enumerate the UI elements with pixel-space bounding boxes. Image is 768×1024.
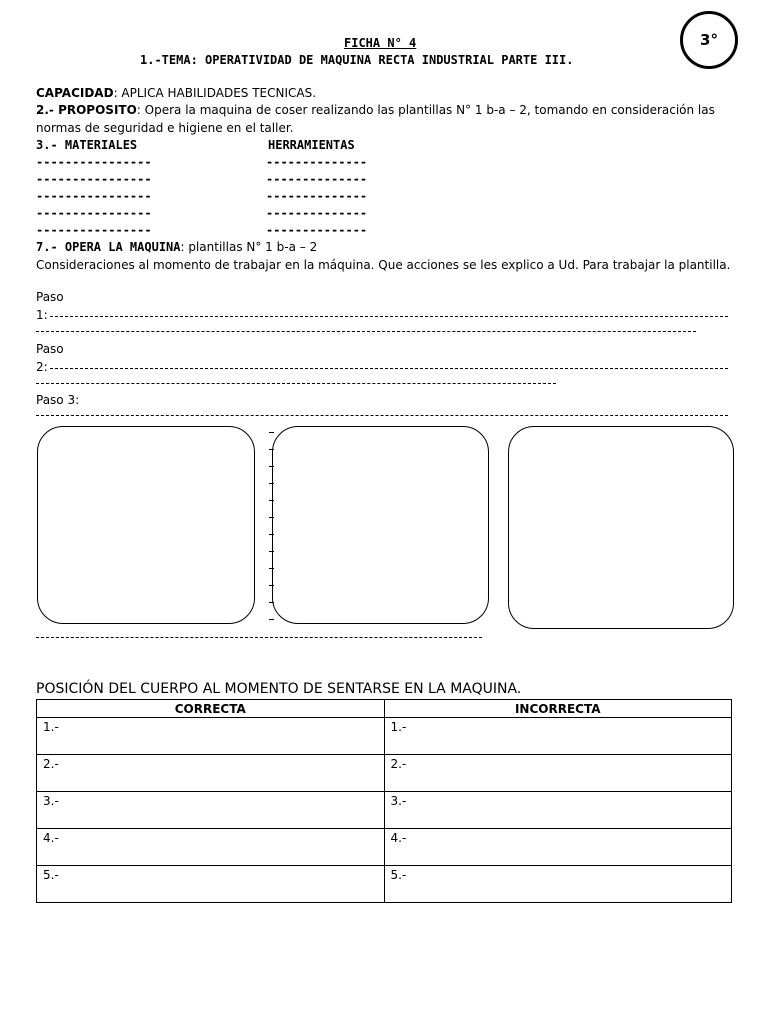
- dash-mark: [269, 551, 274, 552]
- paso1-answer-line[interactable]: [50, 316, 728, 317]
- paso2-label: Paso: [36, 342, 64, 356]
- tema-title: 1.-TEMA: OPERATIVIDAD DE MAQUINA RECTA INDUSTRIAL PARTE III.: [140, 53, 574, 67]
- drawing-box-3[interactable]: [508, 426, 734, 629]
- herramientas-label: HERRAMIENTAS: [268, 138, 355, 152]
- dash-mark: [269, 449, 274, 450]
- proposito-label: 2.- PROPOSITO: [36, 103, 137, 117]
- paso1-answer-line-2[interactable]: [36, 331, 696, 332]
- paso1-label: Paso: [36, 290, 64, 304]
- drawing-box-1[interactable]: [37, 426, 255, 624]
- dash-mark: [269, 619, 274, 620]
- capacidad-text: : APLICA HABILIDADES TECNICAS.: [113, 86, 317, 100]
- herramientas-blank[interactable]: --------------: [266, 189, 368, 203]
- paso1-number: 1:: [36, 308, 48, 322]
- dash-mark: [269, 500, 274, 501]
- col-incorrecta: INCORRECTA: [384, 700, 732, 718]
- dash-mark: [269, 432, 274, 433]
- incorrecta-cell[interactable]: 2.-: [384, 755, 732, 792]
- dash-mark: [269, 602, 274, 603]
- grade-circle: [680, 11, 738, 69]
- herramientas-blank[interactable]: --------------: [266, 155, 368, 169]
- incorrecta-cell[interactable]: 5.-: [384, 866, 732, 903]
- table-row: [37, 866, 732, 903]
- opera-label: 7.- OPERA LA MAQUINA: [36, 240, 181, 254]
- herramientas-blank[interactable]: --------------: [266, 206, 368, 220]
- drawing-box-2[interactable]: [272, 426, 489, 624]
- materiales-blank[interactable]: ----------------: [36, 155, 152, 169]
- grade-label: 3°: [700, 31, 718, 49]
- proposito-line: [36, 103, 715, 117]
- table-row: [37, 755, 732, 792]
- capacidad-line: [36, 86, 316, 100]
- paso3-answer-line[interactable]: [36, 415, 728, 416]
- materiales-blank[interactable]: ----------------: [36, 223, 152, 237]
- dash-mark: [269, 585, 274, 586]
- incorrecta-cell[interactable]: 3.-: [384, 792, 732, 829]
- correcta-cell[interactable]: 1.-: [37, 718, 385, 755]
- dash-mark: [269, 466, 274, 467]
- posicion-title: POSICIÓN DEL CUERPO AL MOMENTO DE SENTARSE EN LA MAQUINA.: [36, 681, 522, 697]
- paso2-answer-line-2[interactable]: [36, 383, 556, 384]
- correcta-cell[interactable]: 2.-: [37, 755, 385, 792]
- incorrecta-cell[interactable]: 4.-: [384, 829, 732, 866]
- dash-mark: [269, 534, 274, 535]
- materiales-label: 3.- MATERIALES: [36, 138, 138, 152]
- materiales-blank[interactable]: ----------------: [36, 189, 152, 203]
- opera-line: [36, 240, 317, 254]
- dash-mark: [269, 568, 274, 569]
- ficha-title: FICHA N° 4: [344, 36, 417, 50]
- drawing-bottom-line[interactable]: [36, 637, 482, 638]
- incorrecta-cell[interactable]: 1.-: [384, 718, 732, 755]
- dash-mark: [269, 483, 274, 484]
- paso2-number: 2:: [36, 360, 48, 374]
- herramientas-blank[interactable]: --------------: [266, 223, 368, 237]
- paso2-answer-line[interactable]: [50, 368, 728, 369]
- posicion-header-row: [37, 700, 732, 718]
- correcta-cell[interactable]: 3.-: [37, 792, 385, 829]
- table-row: [37, 718, 732, 755]
- correcta-cell[interactable]: 4.-: [37, 829, 385, 866]
- posicion-table: [36, 699, 732, 903]
- proposito-line-2: normas de seguridad e higiene en el taller.: [36, 121, 294, 135]
- proposito-text: : Opera la maquina de coser realizando las plantillas N° 1 b-a – 2, tomando en consideración las: [136, 103, 715, 117]
- col-correcta: CORRECTA: [37, 700, 385, 718]
- materiales-blank[interactable]: ----------------: [36, 206, 152, 220]
- capacidad-label: CAPACIDAD: [36, 86, 114, 100]
- herramientas-blank[interactable]: --------------: [266, 172, 368, 186]
- paso3-label: Paso 3:: [36, 393, 80, 407]
- table-row: [37, 829, 732, 866]
- consideraciones-text: Consideraciones al momento de trabajar en la máquina. Que acciones se les explico a Ud. Para trabajar la plantilla.: [36, 258, 731, 272]
- correcta-cell[interactable]: 5.-: [37, 866, 385, 903]
- dash-mark: [269, 517, 274, 518]
- opera-text: : plantillas N° 1 b-a – 2: [180, 240, 318, 254]
- table-row: [37, 792, 732, 829]
- materiales-blank[interactable]: ----------------: [36, 172, 152, 186]
